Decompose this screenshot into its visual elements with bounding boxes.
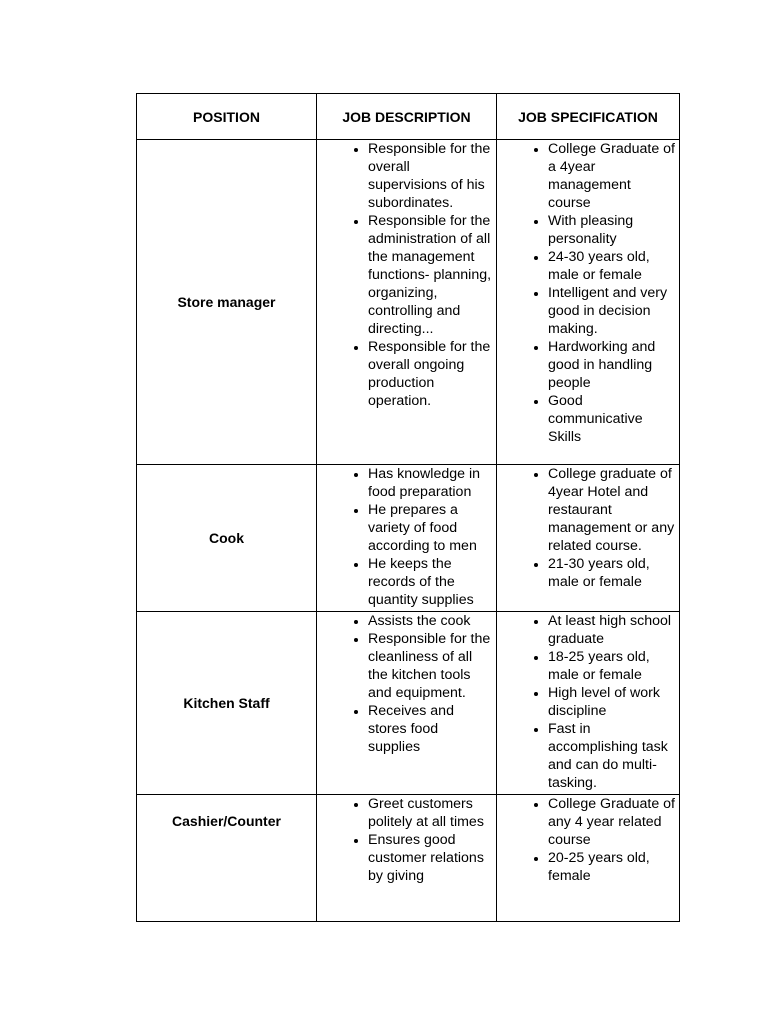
description-list [317, 465, 496, 609]
list-item: • Good communicative Skills [548, 392, 675, 446]
description-cell [317, 795, 497, 922]
specification-list [497, 465, 679, 591]
list-item: • Ensures good customer relations by giving [368, 831, 492, 885]
specification-cell [497, 795, 680, 922]
header-row [137, 94, 680, 140]
list-item: • Hardworking and good in handling people [548, 338, 675, 392]
position-cell: Kitchen Staff [137, 612, 317, 795]
position-cell: Cook [137, 465, 317, 612]
description-cell [317, 465, 497, 612]
header-job-specification: JOB SPECIFICATION [497, 94, 680, 140]
header-position: POSITION [137, 94, 317, 140]
list-item: • College graduate of 4year Hotel and restaurant management or any related course. [548, 465, 675, 555]
specification-list [497, 612, 679, 792]
list-item: • Responsible for the overall supervisions of his subordinates. [368, 140, 492, 212]
list-item: • Fast in accomplishing task and can do multi- tasking. [548, 720, 675, 792]
list-item: • He prepares a variety of food according to men [368, 501, 492, 555]
list-item: • 24-30 years old, male or female [548, 248, 675, 284]
position-cell: Cashier/Counter [137, 795, 317, 922]
list-item: • High level of work discipline [548, 684, 675, 720]
list-item: • At least high school graduate [548, 612, 675, 648]
list-item: • 18-25 years old, male or female [548, 648, 675, 684]
specification-list [497, 140, 679, 446]
specification-cell [497, 612, 680, 795]
table-row [137, 612, 680, 795]
list-item: • Greet customers politely at all times [368, 795, 492, 831]
list-item: • Receives and stores food supplies [368, 702, 492, 756]
specification-list [497, 795, 679, 885]
list-item: • College Graduate of a 4year management course [548, 140, 675, 212]
description-list [317, 140, 496, 410]
list-item: • 21-30 years old, male or female [548, 555, 675, 591]
list-item: • Responsible for the overall ongoing production operation. [368, 338, 492, 410]
job-table [136, 93, 680, 922]
description-cell [317, 612, 497, 795]
list-item: • He keeps the records of the quantity supplies [368, 555, 492, 609]
specification-cell [497, 140, 680, 465]
list-item: • Has knowledge in food preparation [368, 465, 492, 501]
list-item: • Intelligent and very good in decision making. [548, 284, 675, 338]
list-item: • 20-25 years old, female [548, 849, 675, 885]
description-cell [317, 140, 497, 465]
description-list [317, 612, 496, 756]
description-list [317, 795, 496, 885]
list-item: • College Graduate of any 4 year related course [548, 795, 675, 849]
table-row [137, 465, 680, 612]
list-item: • Responsible for the cleanliness of all the kitchen tools and equipment. [368, 630, 492, 702]
list-item: • Assists the cook [368, 612, 492, 630]
position-cell: Store manager [137, 140, 317, 465]
table-row [137, 795, 680, 922]
table-row [137, 140, 680, 465]
header-job-description: JOB DESCRIPTION [317, 94, 497, 140]
list-item: • With pleasing personality [548, 212, 675, 248]
list-item: • Responsible for the administration of all the management functions- planning, organizing, controlling and directing... [368, 212, 492, 338]
specification-cell [497, 465, 680, 612]
